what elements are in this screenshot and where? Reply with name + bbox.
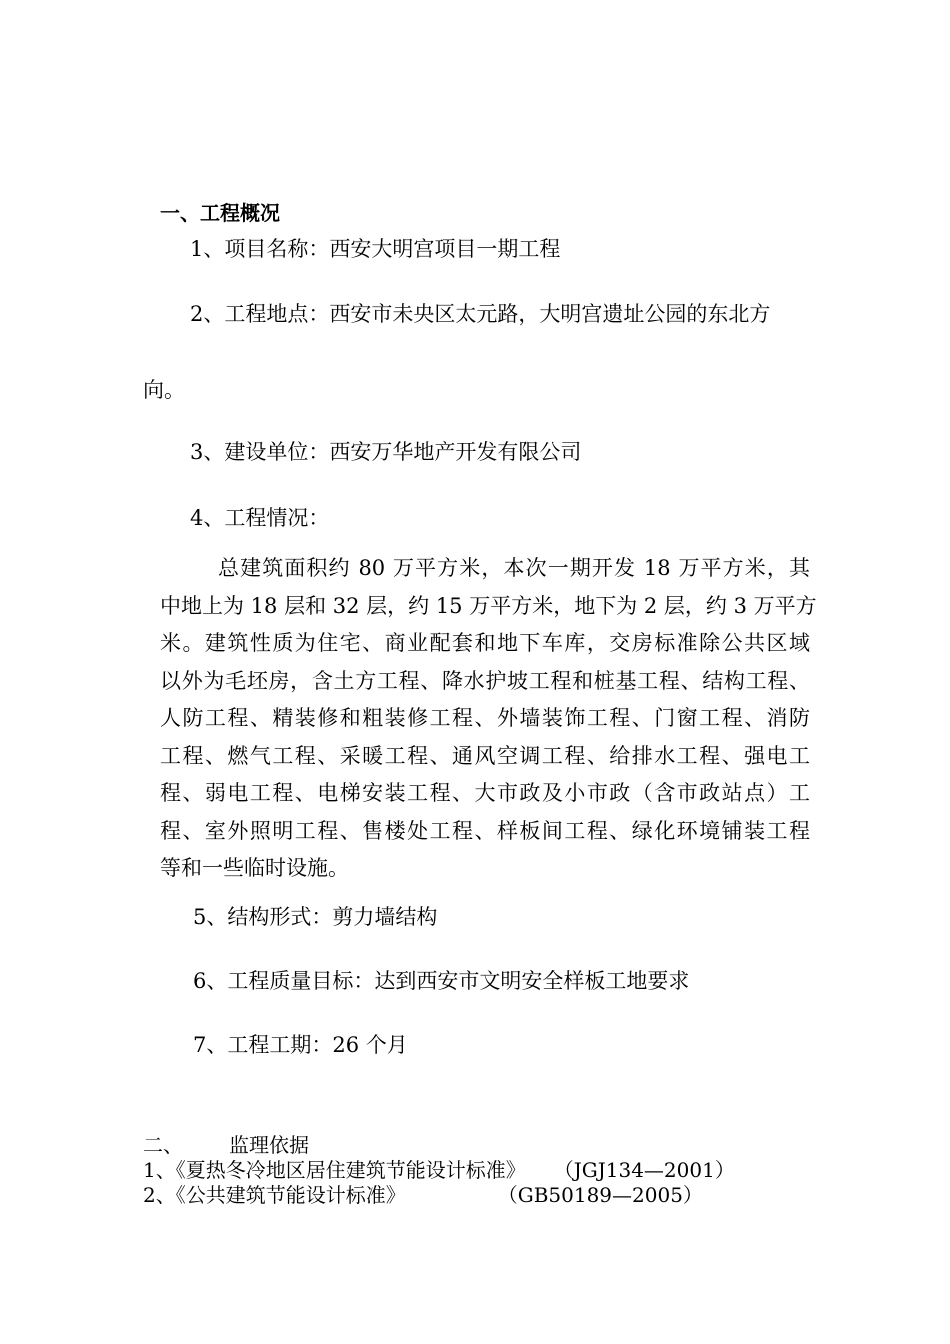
reference-code: （JGJ134—2001）	[553, 1158, 735, 1182]
description-line: 人防工程、精装修和粗装修工程、外墙装饰工程、门窗工程、消防	[160, 706, 810, 730]
description-line: 程、室外照明工程、售楼处工程、样板间工程、绿化环境铺装工程	[160, 818, 810, 843]
reference-item	[143, 1158, 735, 1183]
item-construction-unit: 3、建设单位：西安万华地产开发有限公司	[190, 440, 582, 464]
item-project-location: 2、工程地点：西安市未央区太元路，大明宫遗址公园的东北方	[190, 302, 771, 326]
reference-item	[143, 1183, 703, 1208]
section-heading-basis-text: 监理依据	[229, 1133, 309, 1157]
project-description	[160, 550, 817, 888]
item-project-status: 4、工程情况：	[190, 506, 330, 530]
section-heading-overview: 一、工程概况	[160, 201, 280, 225]
description-line: 工程、燃气工程、采暖工程、通风空调工程、给排水工程、强电工	[160, 743, 810, 768]
description-line: 等和一些临时设施。	[160, 856, 349, 880]
description-line: 米。建筑性质为住宅、商业配套和地下车库，交房标准除公共区域	[160, 631, 810, 655]
item-quality-target: 6、工程质量目标：达到西安市文明安全样板工地要求	[193, 969, 690, 993]
description-line: 程、弱电工程、电梯安装工程、大市政及小市政（含市政站点）工	[160, 781, 810, 805]
item-project-name: 1、项目名称：西安大明宫项目一期工程	[190, 237, 561, 261]
item-project-location-cont: 向。	[143, 378, 185, 402]
reference-code: （GB50189—2005）	[497, 1183, 703, 1207]
section-heading-basis	[143, 1133, 309, 1158]
item-structure-form: 5、结构形式：剪力墙结构	[193, 905, 438, 929]
description-line: 以外为毛坯房，含土方工程、降水护坡工程和桩基工程、结构工程、	[160, 668, 810, 693]
description-line: 总建筑面积约 80 万平方米，本次一期开发 18 万平方米，其	[218, 556, 810, 580]
item-construction-period: 7、工程工期：26 个月	[193, 1033, 408, 1057]
section-heading-basis-number: 二、	[143, 1133, 183, 1157]
description-line: 中地上为 18 层和 32 层，约 15 万平方米，地下为 2 层，约 3 万平方	[160, 593, 817, 618]
reference-title: 1、《夏热冬冷地区居住建筑节能设计标准》	[143, 1158, 526, 1182]
reference-title: 2、《公共建筑节能设计标准》	[143, 1183, 406, 1207]
